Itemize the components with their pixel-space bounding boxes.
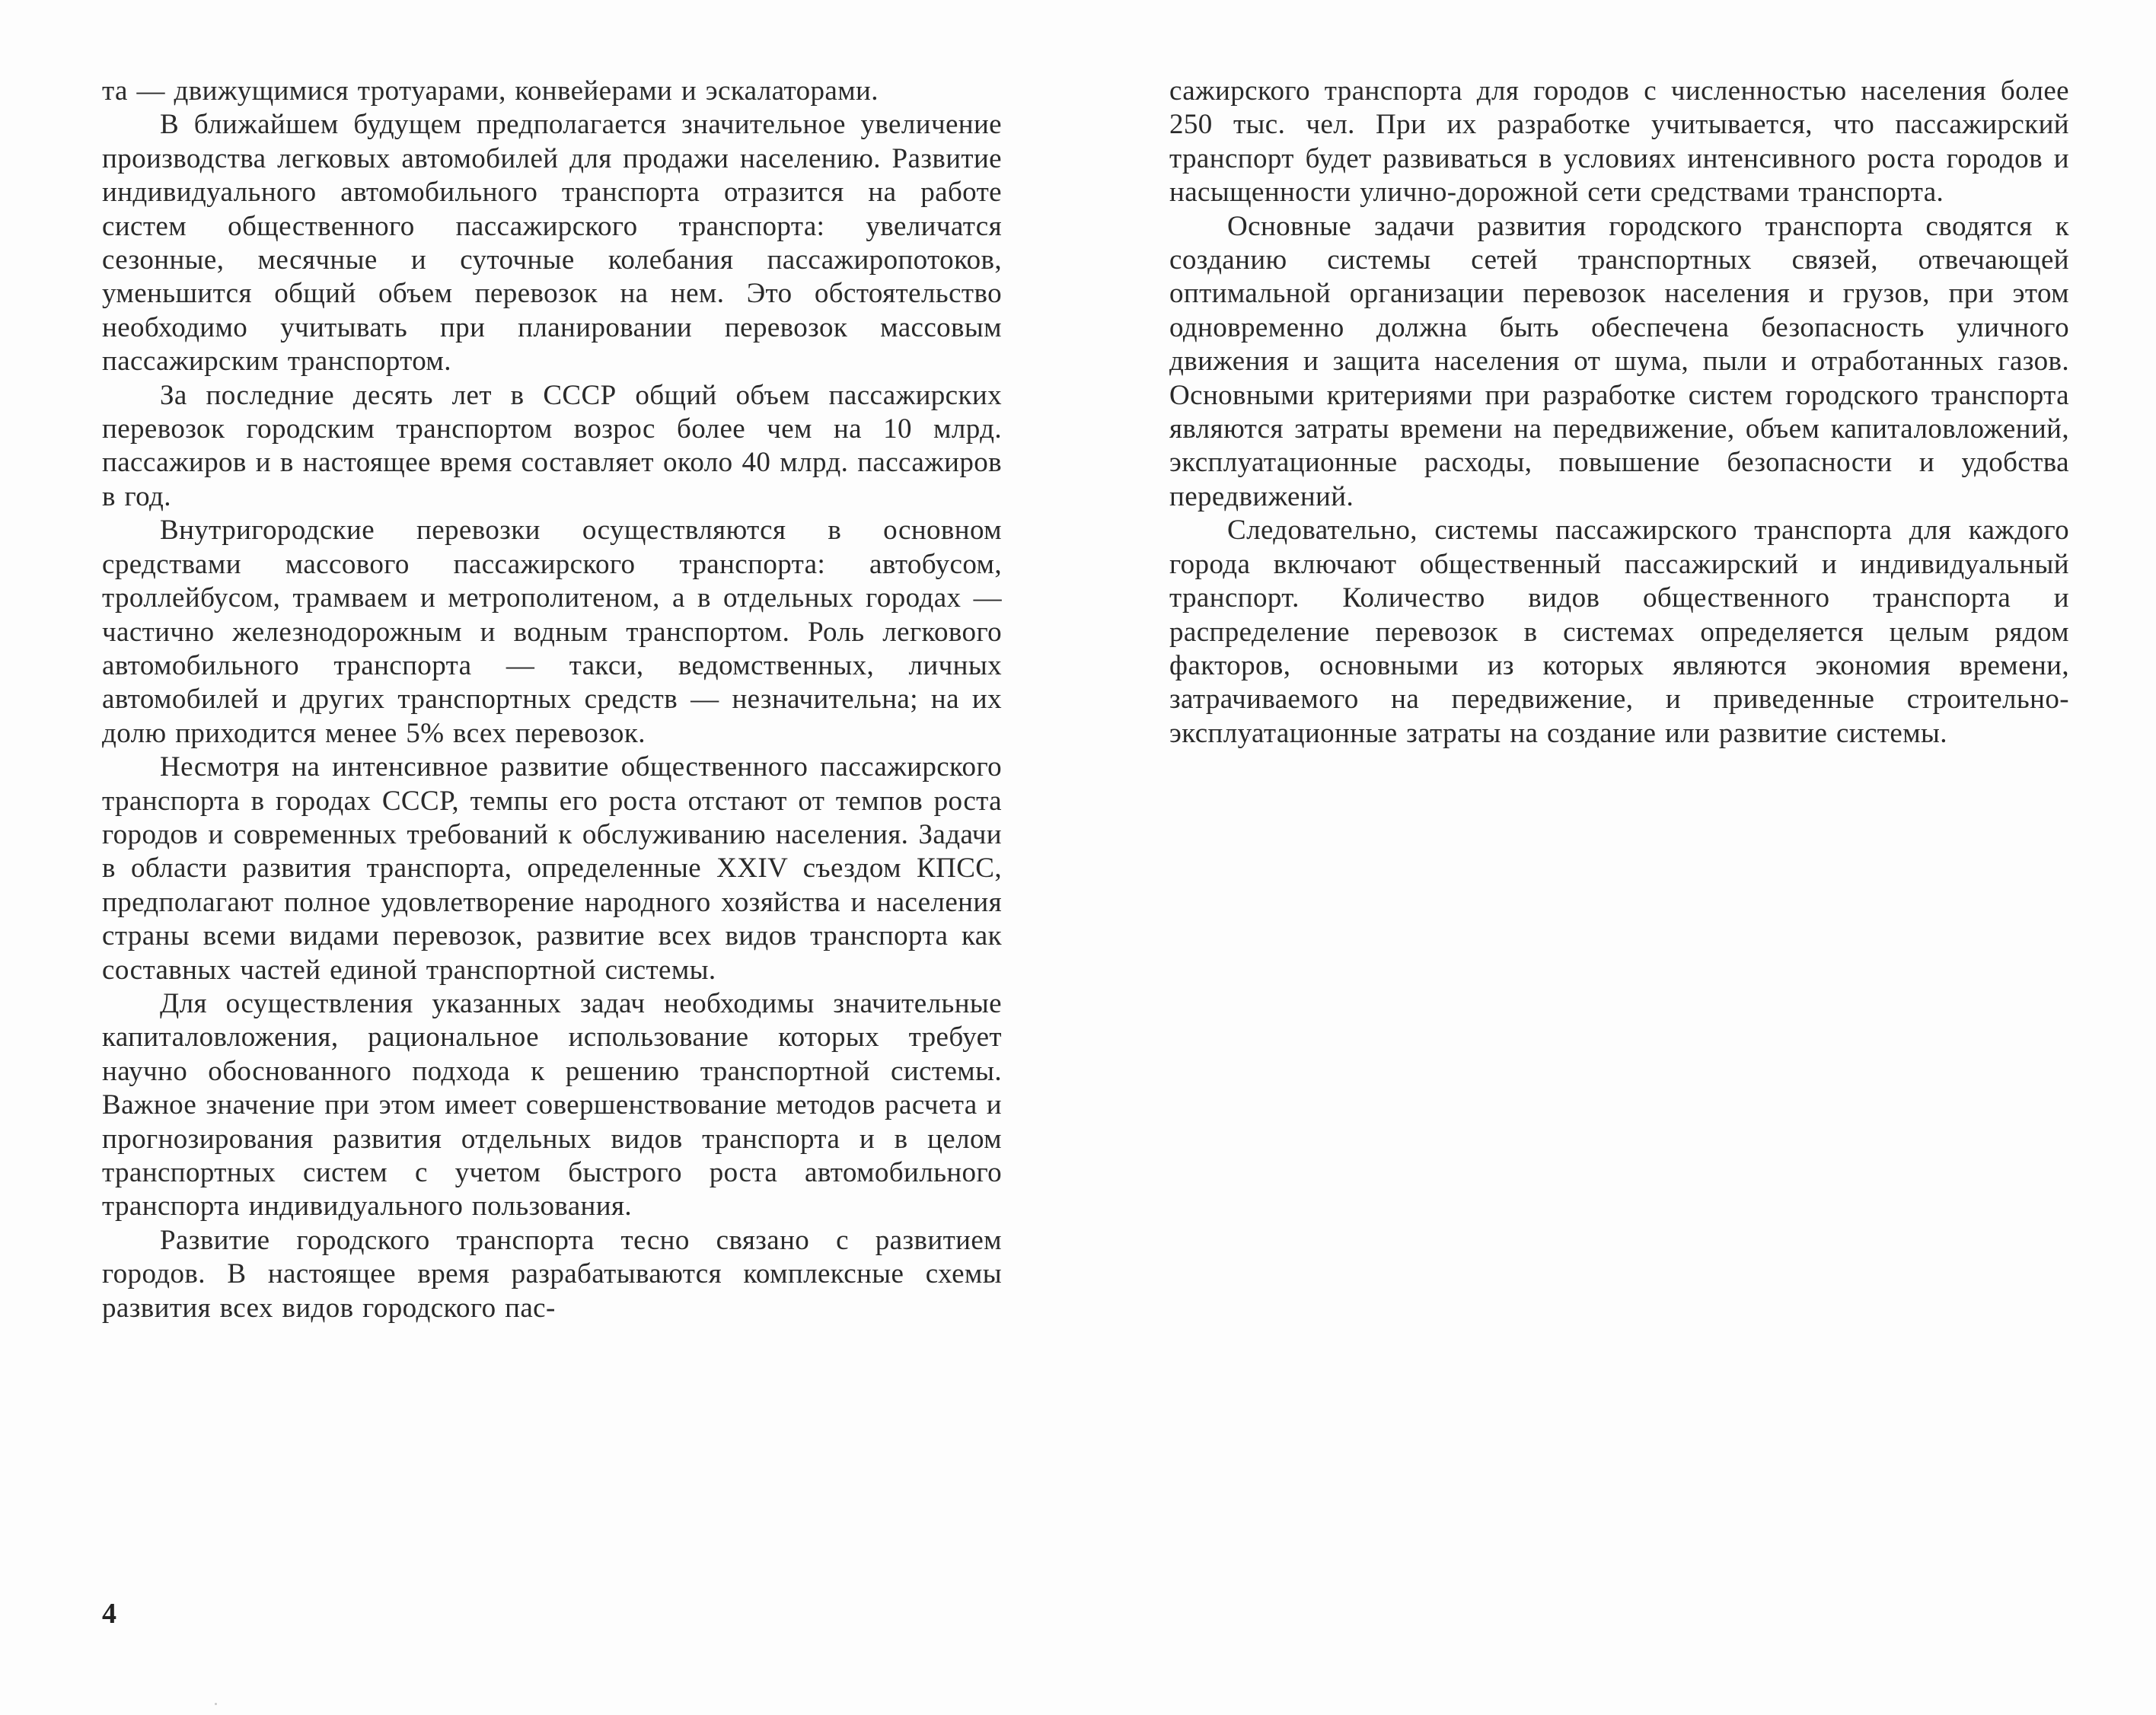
paragraph: Внутригородские перевозки осуществляются в основном средствами массового пассажирского транспорта: автобусом, троллейбусом, трамваем и метрополитеном, а в отдельных городах — частично железнодорожным и водным транспортом. Роль легкового автомобильного транспорта — такси, ведомственных, личных автомобилей и других транспортных средств — незначительна; на их долю приходится менее 5% всех перевозок. xyxy=(102,515,1002,749)
page-number: 4 xyxy=(102,1598,116,1630)
paragraph: Несмотря на интенсивное развитие общественного пассажирского транспорта в городах СССР, темпы его роста отстают от темпов роста городов и современных требований к обслуживанию населения. Задачи в области развития транспорта, определенные XXIV съездом КПСС, предполагают полное удовлетворение народного хозяйства и населения страны всеми видами перевозок, развитие всех видов транспорта как составных частей единой транспортной системы. xyxy=(102,751,1002,986)
paragraph: Следовательно, системы пассажирского транспорта для каждого города включают общественный пассажирский и индивидуальный транспорт. Количество видов общественного транспорта и распределение перевозок в системах определяется целым рядом факторов, основными из которых являются экономия времени, затрачиваемого на передвижение, и приведенные строительно-эксплуатационные затраты на создание или развитие системы. xyxy=(1169,515,2069,749)
paragraph: Развитие городского транспорта тесно связано с развитием городов. В настоящее время разрабатываются комплексные схемы развития всех видов городского пас- xyxy=(102,1224,1002,1324)
paragraph: Для осуществления указанных задач необходимы значительные капиталовложения, рациональное использование которых требует научно обоснованного подхода к решению транспортной системы. Важное значение при этом имеет совершенствование методов расчета и прогнозирования развития отдельных видов транспорта и в целом транспортных систем с учетом быстрого роста автомобильного транспорта индивидуального пользования. xyxy=(102,987,1002,1222)
paragraph: За последние десять лет в СССР общий объем пассажирских перевозок городским транспортом возрос более чем на 10 млрд. пассажиров и в настоящее время составляет около 40 млрд. пассажиров в год. xyxy=(102,379,1002,512)
paragraph-continued: сажирского транспорта для городов с численностью населения более 250 тыс. чел. При их разработке учитывается, что пассажирский транспорт будет развиваться в условиях интенсивного роста городов и насыщенности улично-дорожной сети средствами транспорта. xyxy=(1169,75,2069,209)
paragraph-continued: та — движущимися тротуарами, конвейерами и эскалаторами. xyxy=(102,75,879,107)
paragraph: Основные задачи развития городского транспорта сводятся к созданию системы сетей транспортных связей, отвечающей оптимальной организации перевозок населения и грузов, при этом одновременно должна быть обеспечена безопасность уличного движения и защита населения от шума, пыли и отработанных газов. Основными критериями при разработке систем городского транспорта являются затраты времени на передвижение, объем капиталовложений, эксплуатационные расходы, повышение безопасности и удобства передвижений. xyxy=(1169,210,2069,512)
left-page-text-column xyxy=(102,75,1002,1325)
paragraph: В ближайшем будущем предполагается значительное увеличение производства легковых автомобилей для продажи населению. Развитие индивидуального автомобильного транспорта отразится на работе систем общественного пассажирского транспорта: увеличатся сезонные, месячные и суточные колебания пассажиропотоков, уменьшится общий объем перевозок на нем. Это обстоятельство необходимо учитывать при планировании перевозок массовым пассажирским транспортом. xyxy=(102,109,1002,378)
right-page-text-column xyxy=(1169,75,2069,751)
right-page xyxy=(1078,0,2156,1715)
scan-speck xyxy=(215,1703,217,1705)
